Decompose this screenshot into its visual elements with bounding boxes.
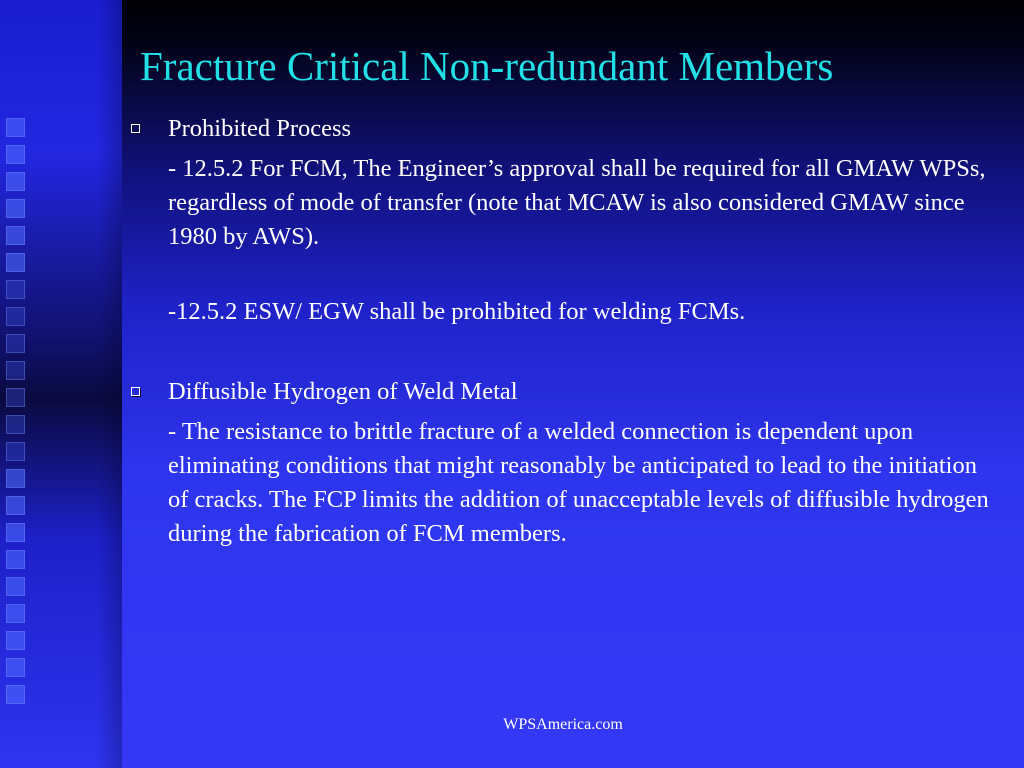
decorative-square [6,604,25,623]
left-decorative-panel [0,0,122,768]
bullet-heading: Diffusible Hydrogen of Weld Metal [168,378,518,405]
decorative-square-column [6,118,28,704]
decorative-square [6,334,25,353]
decorative-square [6,685,25,704]
footer-website: WPSAmerica.com [503,716,623,733]
decorative-square [6,118,25,137]
decorative-square [6,388,25,407]
decorative-square [6,442,25,461]
decorative-square [6,469,25,488]
decorative-square [6,550,25,569]
decorative-square [6,415,25,434]
decorative-square [6,577,25,596]
bullet-prohibited-process [128,112,998,146]
sub-paragraph-esw-egw: -12.5.2 ESW/ EGW shall be prohibited for welding FCMs. [168,298,746,325]
decorative-square [6,199,25,218]
decorative-square [6,280,25,299]
decorative-square [6,253,25,272]
bullet-heading: Prohibited Process [168,115,352,142]
decorative-square [6,658,25,677]
decorative-square [6,361,25,380]
spacer [128,254,998,295]
sub-paragraph-brittle-fracture: - The resistance to brittle fracture of a welded connection is dependent upon eliminating conditions that might reasonably be anticipated to lead to the initiation of cracks. The FCP limits the addition of unacceptable levels of diffusible hydrogen during the fabrication of FCM members. [168,418,989,547]
decorative-square [6,307,25,326]
hollow-square-bullet-icon [131,124,140,133]
decorative-square [6,523,25,542]
hollow-square-bullet-icon [131,387,140,396]
decorative-square [6,631,25,650]
decorative-square [6,145,25,164]
decorative-square [6,496,25,515]
decorative-square [6,172,25,191]
decorative-square [6,226,25,245]
spacer [128,329,998,375]
bullet-diffusible-hydrogen [128,375,998,409]
sub-paragraph-gmaw-approval: - 12.5.2 For FCM, The Engineer’s approval shall be required for all GMAW WPSs, regardless of mode of transfer (note that MCAW is also considered GMAW since 1980 by AWS). [168,155,986,250]
slide-title: Fracture Critical Non-redundant Members [140,43,834,89]
slide-body [128,112,998,551]
